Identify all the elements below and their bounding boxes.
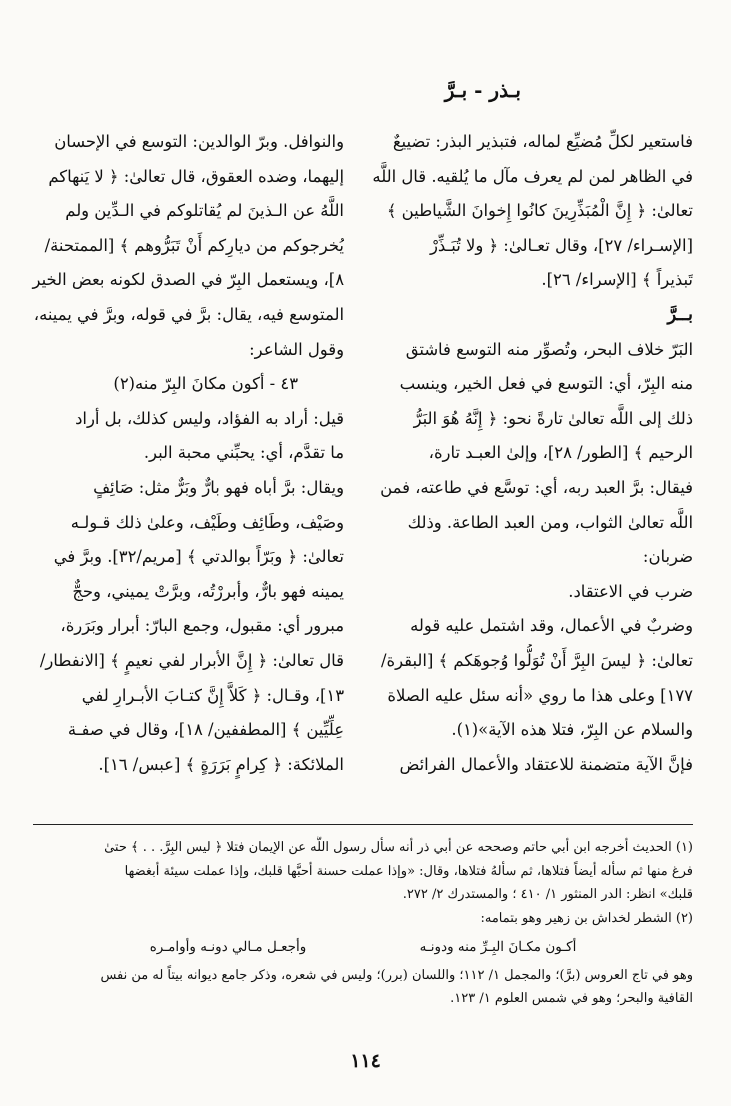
text-line: الرحيم ﴾ [الطور/ ٢٨]، وإلىٰ العبـد تارة، (428, 443, 693, 463)
footnote-divider (33, 824, 693, 825)
text-line: يمينه فهو بارٌّ، وأبررْتُه، وبرَّتْ يميني، وحجٌّ (72, 581, 344, 601)
footnotes (33, 836, 693, 1011)
text-line: فاستعير لكلِّ مُضيِّع لماله، فتبذير البذر: تضييعٌ (392, 132, 693, 151)
text-line: تعالىٰ: ﴿ وبَرّاً بوالدتي ﴾ [مريم/٣٢]. وبرَّ في (53, 547, 344, 567)
text-line: وضربٌ في الأعمال، وقد اشتمل عليه قوله (410, 616, 693, 636)
text-line: تعالىٰ: ﴿ إِنَّ الْمُبَذِّرِينَ كانُوا إِخوانَ الشَّياطين ﴾ (386, 201, 693, 221)
poem-second-hemistich: وأجعـل مـالي دونـه وأوامـره (149, 939, 307, 955)
poem-verse (33, 930, 693, 964)
verse-quote: ٤٣ - أكون مكانَ البِرّ منه(٢) (113, 374, 298, 394)
text-line: في الظاهر لمن لم يعرف مآل ما يُلقيه. قال اللَّه (372, 166, 693, 186)
text-line: ذلك إلى اللَّه تعالىٰ تارةً نحو: ﴿ إِنَّهُ هُوَ البَرُّ (413, 408, 693, 428)
text-line: والسلام عن البِرّ، فتلا هذه الآية»(١). (451, 720, 693, 740)
text-line: والنوافل. وبرّ الوالدين: التوسع في الإحسان (54, 132, 344, 151)
footnote-line: فرغ منها ثم سأله أيضاً فتلاها، ثم سألهُ فتلاها، وقال: «وإذا عملت حسنة أحبَّها قلبك، وإذا عملت سيئة أبغضها (124, 863, 693, 879)
text-line: إليهما، وضده العقوق، قال تعالىٰ: ﴿ لا يَنهاكم (48, 166, 344, 186)
footnote-line: القافية والبحر؛ وهو في شمس العلوم ١/ ١٢٣. (450, 991, 693, 1006)
text-line: البَرّ خلاف البحر، وتُصوِّر منه التوسع فاشتق (405, 339, 693, 359)
text-line: فيقال: برَّ العبد ربه، أي: توسَّع في طاعته، فمن (380, 477, 693, 497)
footnote-line: (١) الحديث أخرجه ابن أبي حاتم وصححه عن أبي ذر أنه سأل رسول اللَّه عن الإيمان فتلا ﴿ ليس البِرَّ. . . ﴾ حتىٰ (104, 840, 693, 855)
text-line: الملائكة: ﴿ كِرامٍ بَرَرَةٍ ﴾ [عبس/ ١٦]. (98, 754, 344, 774)
right-column (361, 125, 693, 782)
text-line: يُخرجوكم من ديارِكم أَنْ تَبَرُّوهم ﴾ [الممتحنة/ (44, 235, 344, 255)
text-line: فإنَّ الآية متضمنة للاعتقاد والأعمال الفرائض (399, 754, 693, 774)
entry-heading: بــرَّ (667, 303, 693, 325)
text-line: قال تعالىٰ: ﴿ إِنَّ الأبرار لفي نعيمٍ ﴾ [الانفطار/ (39, 650, 344, 670)
left-column (12, 125, 344, 782)
text-line: عِلِّيِّين ﴾ [المطففين/ ١٨]، وقال في صفـة (67, 720, 344, 740)
text-line: وصَيْف، وطَائِف وطَيْف، وعلىٰ ذلك قـولـه (70, 512, 344, 532)
text-line: ٨]، ويستعمل البِرّ في الصدق لكونه بعض الخير (32, 270, 344, 290)
text-line: وقول الشاعر: (249, 339, 344, 359)
text-line: المتوسع فيه، يقال: برَّ في قوله، وبرَّ في يمينه، (33, 304, 344, 324)
text-line: ضربان: (642, 547, 693, 567)
running-head: بـذر - بـرَّ (444, 78, 521, 102)
poem-first-hemistich: أكـون مكـانَ البِـرِّ منه ودونـه (419, 939, 577, 955)
text-line: قيل: أراد به الفؤاد، وليس كذلك، بل أراد (75, 408, 344, 428)
text-line: مبرور أي: مقبول، وجمع البارّ: أبرار وبَرَرة، (60, 616, 344, 636)
text-line: ١٣]، وقـال: ﴿ كَلاَّ إِنَّ كتـابَ الأبـرارِ لفي (81, 685, 344, 705)
text-line: تَبذيراً ﴾ [الإسراء/ ٢٦]. (541, 270, 693, 290)
text-line: اللَّه تعالىٰ الثواب، ومن العبد الطاعة. وذلك (407, 512, 693, 532)
text-line: ١٧٧] وعلى هذا ما روي «أنه سئل عليه الصلاة (387, 685, 693, 705)
text-line: [الإسـراء/ ٢٧]، وقال تعـالىٰ: ﴿ ولا تُبَـذِّرْ (429, 235, 693, 255)
footnote-line: وهو في تاج العروس (برَّ)؛ والمجمل ١/ ١١٢؛ واللسان (برر)؛ وليس في شعره، وذكر جامع ديوانه بيتاً له من نفس (100, 967, 693, 983)
text-line: منه البِرّ، أي: التوسع في فعل الخير، وينسب (399, 374, 693, 394)
footnote-line: قلبك» انظر: الدر المنثور ١/ ٤١٠ ؛ والمستدرك ٢/ ٢٧٢. (402, 887, 693, 902)
text-line: تعالىٰ: ﴿ ليسَ البِرَّ أَنْ تُوَلُّوا وُجوهَكم ﴾ [البقرة/ (381, 650, 693, 670)
page-number: ١١٤ (350, 1050, 381, 1072)
footnote-line: (٢) الشطر لخداش بن زهير وهو بتمامه: (480, 910, 693, 926)
text-line: ضرب في الاعتقاد. (568, 581, 693, 601)
text-line: ما تقدَّم، أي: يحبِّني محبة البر. (143, 443, 344, 463)
text-line: اللَّهُ عن الـذينَ لم يُقاتلوكم في الـدِّين ولم (65, 201, 344, 221)
text-line: ويقال: برَّ أباه فهو بارٌّ وبَرٌّ مثل: صَائِفٍ (93, 477, 344, 497)
